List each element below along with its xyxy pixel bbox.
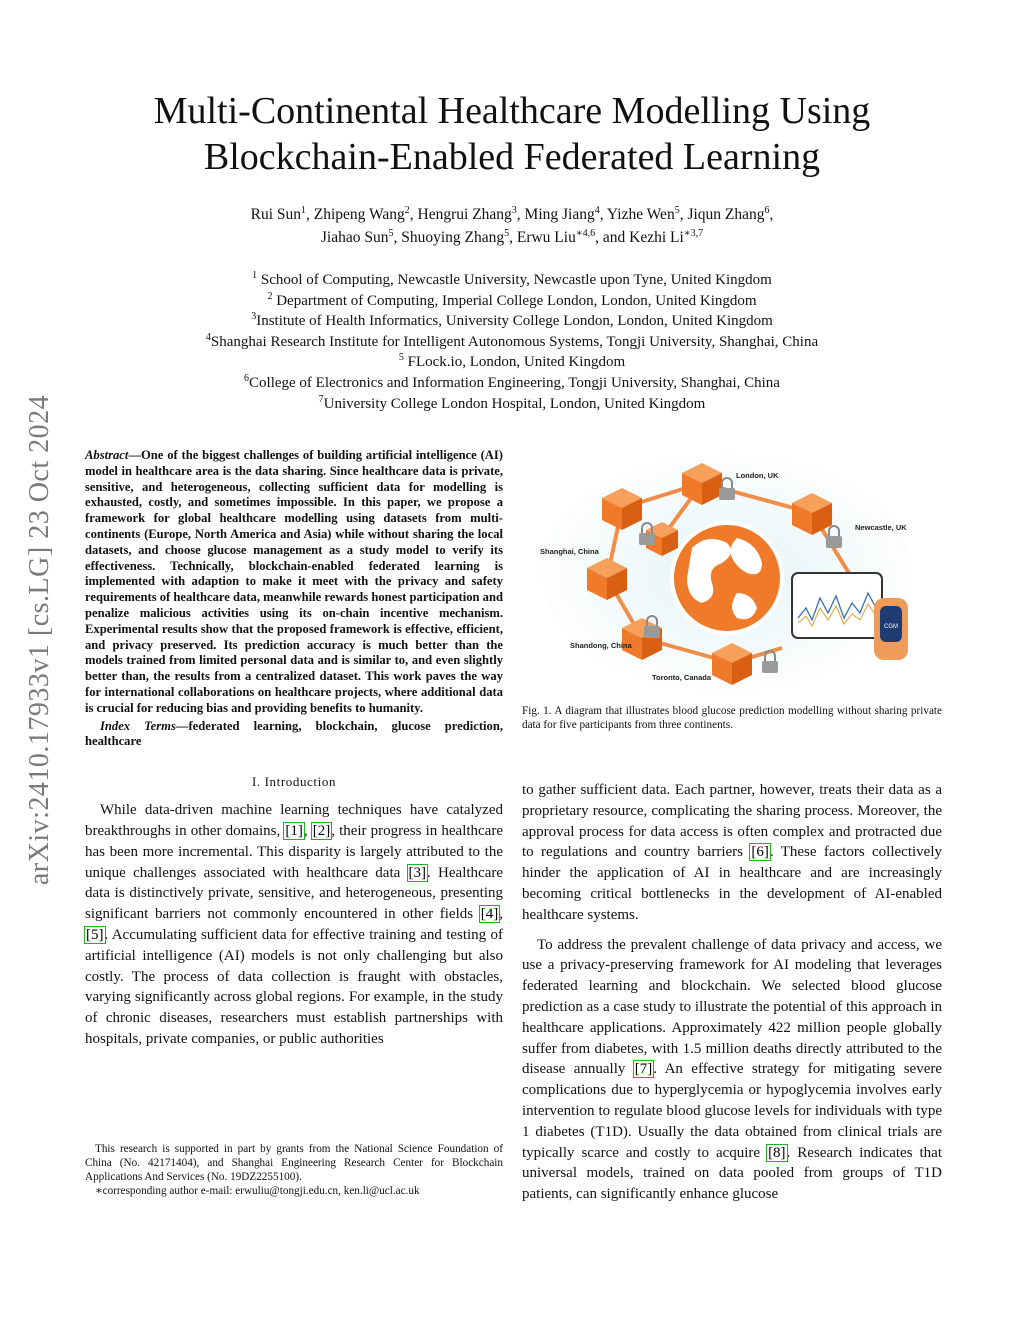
cgm-device-icon [874, 598, 908, 660]
affiliation-marker: 3 [251, 311, 257, 323]
author-affiliation-marker: 6 [764, 204, 770, 216]
index-terms-label: Index Terms [100, 718, 176, 733]
author-name: Hengrui Zhang [417, 206, 512, 223]
intro-paragraph-continued [522, 780, 942, 926]
author-affiliation-marker: 5 [388, 227, 394, 239]
label-shandong: Shandong, China [570, 641, 632, 650]
citation-link[interactable]: [2] [312, 822, 331, 839]
citation-link[interactable]: [8] [768, 1144, 786, 1161]
label-toronto: Toronto, Canada [652, 673, 712, 682]
funding-footnote: This research is supported in part by grants from the National Science Foundation of China (No. 42171404), and Shanghai Engineering Research Center for Blockchain Applications And Services (No. 19DZ2255100). [85, 1143, 503, 1183]
author-name: Ming Jiang [524, 206, 595, 223]
author-affiliation-marker: 5 [674, 204, 680, 216]
figure-caption: Fig. 1. A diagram that illustrates blood glucose prediction modelling without sharing private data for five participants from three continents. [522, 705, 942, 731]
affiliation-line [100, 270, 924, 291]
paragraph-text: . An effective strategy for mitigating severe complications due to hyperglycemia or hypoglycemia involves early intervention to regulate blood glucose levels for individuals with type 1 diabetes (T1D). Usually the data obtained from clinical trials are typically scarce and costly to acquire [522, 1061, 943, 1161]
author-affiliation-marker: 3 [511, 204, 517, 216]
label-shanghai: Shanghai, China [540, 547, 599, 556]
affiliation-text: FLock.io, London, United Kingdom [403, 354, 626, 371]
citation-link[interactable]: [4] [480, 906, 499, 923]
citation-link[interactable]: [6] [751, 844, 769, 861]
paragraph-text: . Healthcare data is distinctively private, sensitive, and heterogeneous, presenting significant barriers not commonly encountered in other fields [85, 864, 503, 923]
author-name: Yizhe Wen [606, 206, 675, 223]
author-name: Shuoying Zhang [401, 229, 505, 246]
index-terms [85, 719, 503, 751]
affiliation-marker: 5 [398, 352, 404, 364]
right-column [522, 448, 942, 732]
left-column [85, 448, 503, 1050]
index-terms-text: —federated learning, blockchain, glucose prediction, healthcare [85, 718, 503, 749]
affiliation-line [100, 311, 924, 332]
figure-1 [522, 448, 942, 732]
abstract-text: —One of the biggest challenges of building artificial intelligence (AI) model in healthcare area is the data sharing. Since healthcare data is private, sensitive, and heterogeneous, collecting sufficient data for modelling is exhausted, costly, and sometimes impossible. In this paper, we propose a framework for global healthcare modelling using datasets from multi-continents (Europe, North America and Asia) while without sharing the local datasets, and choose glucose management as a study model to verify its effectiveness. Technically, blockchain-enabled federated learning is implemented with adaption to make it meet with the privacy and safety requirements of healthcare data, meanwhile rewards honest participation and penalize malicious activities using its on-chain incentive mechanism. Experimental results show that the proposed framework is effective, efficient, and privacy preserved. Its prediction accuracy is much better than the models trained from limited personal data and is similar to, and even slightly better than, the results from a centralized dataset. This work paves the way for international collaborations on healthcare projects, where additional data is crucial for reducing bias and providing benefits to humanity. [85, 448, 503, 715]
footnotes [85, 1142, 503, 1198]
affiliation-marker: 2 [267, 290, 273, 302]
citation-link[interactable]: [5] [86, 926, 104, 943]
label-london: London, UK [736, 471, 779, 480]
author-name: Erwu Liu [516, 229, 576, 246]
affiliation-text: University College London Hospital, London, United Kingdom [323, 395, 706, 412]
affiliation-line [100, 394, 924, 415]
author-affiliation-marker: 4 [594, 204, 600, 216]
affiliation-text: Shanghai Research Institute for Intelligent Autonomous Systems, Tongji University, Shanghai, China [210, 333, 819, 350]
citation-link[interactable]: [3] [408, 864, 427, 881]
intro-paragraph-2 [522, 935, 942, 1205]
monitor-panel [792, 573, 882, 638]
author-affiliation-marker: 2 [404, 204, 410, 216]
paragraph-text: to gather sufficient data. Each partner, however, treats their data as a proprietary resource, complicating the sharing process. Moreover, the approval process for data access is often complex and protracted due to regulations and country barriers [522, 782, 942, 861]
paragraph-text: , [303, 822, 312, 839]
paper-title: Multi-Continental Healthcare Modelling Using Blockchain-Enabled Federated Learning [153, 90, 871, 178]
section-heading-introduction: I. Introduction [251, 774, 337, 790]
author-name: Zhipeng Wang [313, 206, 405, 223]
author-name: Rui Sun [250, 206, 301, 223]
author-list: Rui Sun$^1$, Zhipeng Wang$^2$, Hengrui Zhang$^3$, Ming Jiang$^4$, Yizhe Wen$^5$, Jiqun Zhang$^6$, Jiahao Sun$^5$, Shuoying Zhang$^5$, Erwu Liu$^{∗4,6}$, and Kezhi $Li^{∗3,7}$ [250, 204, 774, 246]
abstract-label: Abstract [85, 448, 129, 462]
affiliation-list [100, 270, 924, 414]
affiliation-line [100, 373, 924, 394]
affiliation-line [100, 332, 924, 353]
paragraph-text: . These factors collectively hinder the application of AI in healthcare and are increasingly becoming critical bottlenecks in the development of AI-enabled healthcare systems. [522, 844, 942, 923]
paragraph-text: . Accumulating sufficient data for effective training and testing of artificial intelligence (AI) models is not only challenging but also costly. The process of data collection is fraught with obstacles, varying significantly across global regions. For example, in the study of chronic diseases, researchers must establish partnerships with hospitals, private companies, or public authorities [85, 926, 503, 1047]
author-affiliation-marker: ∗3,7 [683, 227, 704, 239]
arxiv-identifier: arXiv:2410.17933v1 [cs.LG] 23 Oct 2024 [24, 394, 56, 886]
affiliation-text: School of Computing, Newcastle University, Newcastle upon Tyne, United Kingdom [257, 272, 772, 288]
author-affiliation-marker: 1 [301, 204, 306, 216]
affiliation-marker: 7 [318, 393, 324, 405]
paragraph-text: , their progress in healthcare has been more incremental. This disparity is largely attributed to the unique challenges associated with healthcare data [85, 822, 503, 881]
affiliation-text: Department of Computing, Imperial College London, London, United Kingdom [272, 292, 757, 309]
citation-link[interactable]: [7] [634, 1061, 653, 1078]
arxiv-sidebar [10, 320, 70, 960]
affiliation-text: Institute of Health Informatics, University College London, London, United Kingdom [256, 313, 773, 330]
citation-link[interactable]: [1] [285, 822, 303, 839]
paragraph-text: , [499, 906, 503, 923]
affiliation-marker: 6 [244, 372, 250, 384]
affiliation-line [100, 352, 924, 373]
paragraph-text: To address the prevalent challenge of data privacy and access, we use a privacy-preserving framework for AI modeling that leverages federated learning and blockchain. We selected blood glucose prediction as a case study to illustrate the potential of this approach in healthcare applications. Approximately 422 million people globally suffer from diabetes, with 1.5 million deaths directly attributed to the disease annually [522, 936, 942, 1078]
affiliation-text: College of Electronics and Information Engineering, Tongji University, Shanghai, China [249, 374, 780, 391]
author-name: Kezhi Li [629, 229, 684, 246]
author-affiliation-marker: ∗4,6 [575, 227, 596, 239]
corresponding-author-footnote: ∗corresponding author e-mail: erwuliu@tongji.edu.cn, ken.li@ucl.ac.uk [95, 1185, 420, 1197]
author-affiliation-marker: 5 [504, 227, 510, 239]
label-newcastle: Newcastle, UK [855, 523, 907, 532]
paragraph-text: While data-driven machine learning techniques have catalyzed breakthroughs in other domains, [85, 802, 503, 839]
author-name: Jiqun Zhang [687, 206, 765, 223]
intro-paragraph [85, 800, 503, 1050]
author-name: Jiahao Sun [320, 229, 389, 246]
abstract [85, 448, 503, 717]
right-body [522, 780, 942, 1205]
affiliation-line [100, 291, 924, 312]
affiliation-marker: 4 [205, 331, 211, 343]
cgm-device-label: CGM [884, 624, 898, 630]
affiliation-marker: 1 [252, 270, 258, 281]
federated-network-diagram [522, 448, 942, 698]
globe-icon [672, 523, 782, 633]
paragraph-text: . Research indicates that universal models, trained on data pooled from groups of T1D patients, can significantly enhance glucose [522, 1144, 942, 1203]
